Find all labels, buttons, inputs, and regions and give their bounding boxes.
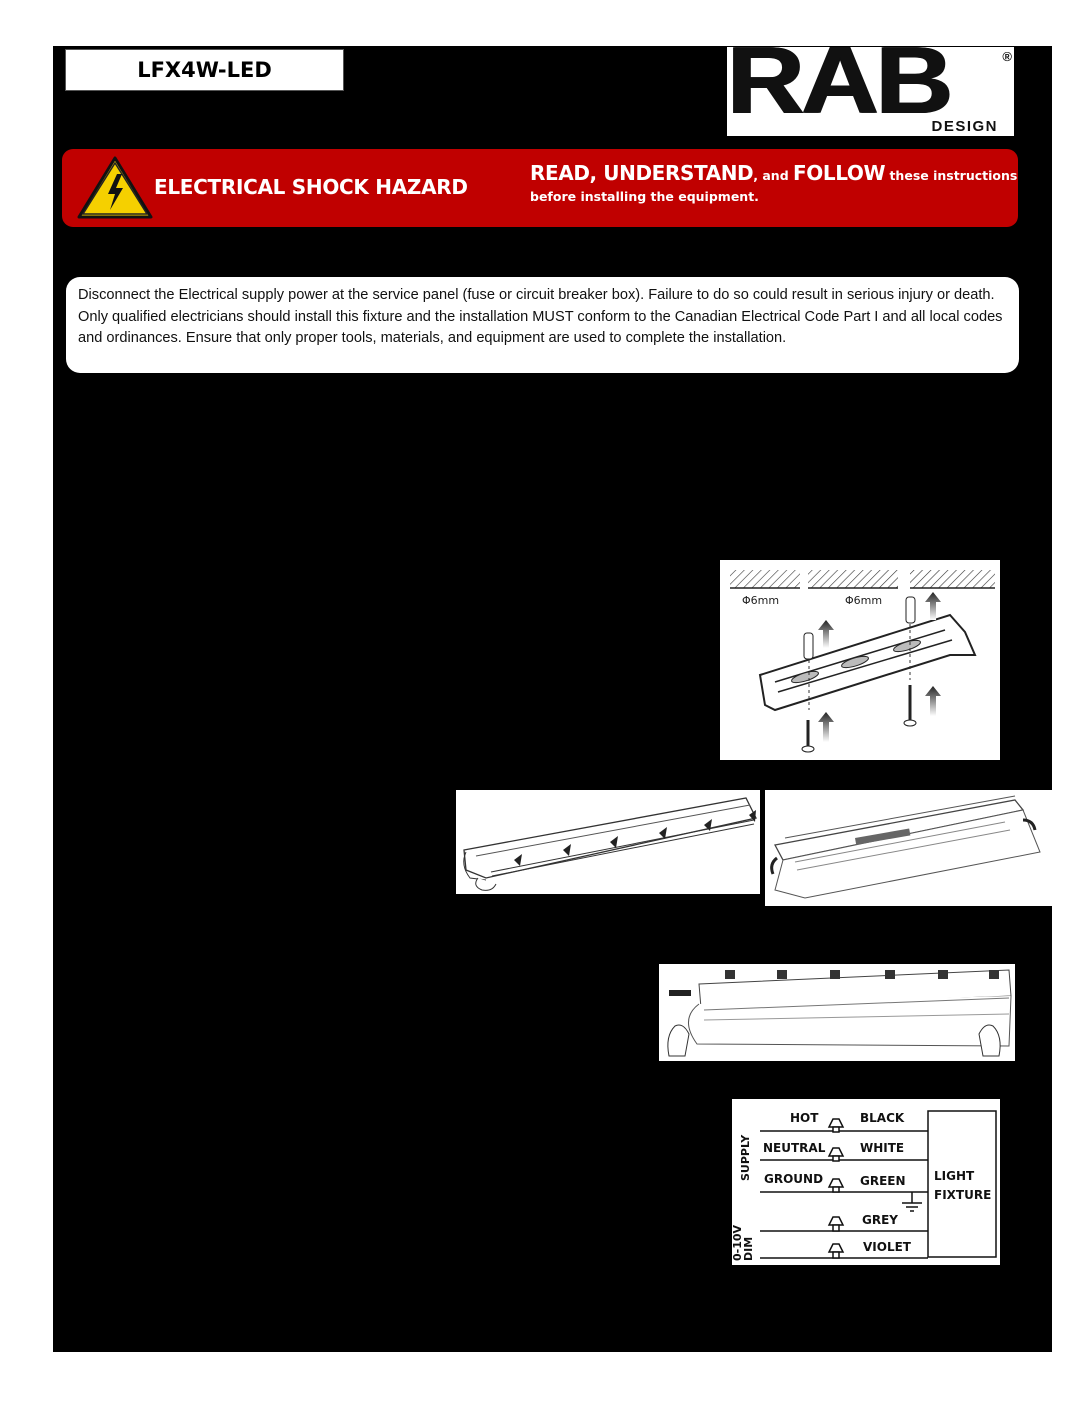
hand-icon-left	[668, 1025, 689, 1056]
dimension-left: Φ6mm	[742, 594, 780, 607]
push-arrow-icon	[669, 990, 691, 996]
hazard-title: ELECTRICAL SHOCK HAZARD	[154, 175, 468, 199]
up-arrow-icon	[818, 620, 834, 648]
ceiling-section	[910, 570, 995, 588]
bracket-drawing	[720, 560, 1000, 760]
supply-group-label: SUPPLY	[739, 1134, 752, 1181]
model-number-label: LFX4W-LED	[65, 49, 344, 91]
read-understand-text: READ, UNDERSTAND	[530, 161, 754, 185]
hazard-banner	[62, 149, 1018, 227]
wire-color-green: GREEN	[860, 1174, 906, 1188]
dim-group-label: 0-10V DIM	[731, 1224, 755, 1261]
ceiling-section	[808, 570, 898, 588]
ceiling-section	[730, 570, 800, 588]
and-text: , and	[753, 168, 793, 183]
registered-mark: ®	[1002, 49, 1012, 64]
wire-nut-icon	[829, 1179, 843, 1192]
wire-nut-icon	[829, 1119, 843, 1132]
rab-design-logo	[727, 27, 1014, 136]
clip-icon	[989, 970, 999, 979]
wire-color-grey: GREY	[862, 1213, 898, 1227]
wall-anchor	[804, 633, 813, 659]
up-arrow-icon	[818, 712, 834, 742]
supply-label-ground: GROUND	[764, 1172, 824, 1186]
open-fixture-illustration	[765, 790, 1052, 906]
dimension-right: Φ6mm	[845, 594, 883, 607]
lens-clips-illustration	[456, 790, 760, 894]
lens-closing-illustration	[659, 964, 1015, 1061]
wall-anchor	[906, 597, 915, 623]
lens-close-drawing	[659, 964, 1015, 1061]
supply-label-neutral: NEUTRAL	[763, 1141, 826, 1155]
wire-nut-icon	[829, 1148, 843, 1161]
ground-symbol-icon	[902, 1192, 922, 1211]
wire-nut-icon	[829, 1217, 843, 1231]
wire-color-black: BLACK	[860, 1111, 905, 1125]
these-instructions-text: these instructions	[885, 168, 1018, 183]
clip-icon	[777, 970, 787, 979]
up-arrow-icon	[925, 592, 941, 620]
up-arrow-icon	[925, 686, 941, 716]
logo-sub-text: DESIGN	[931, 118, 998, 135]
clip-icon	[725, 970, 735, 979]
clip-icon	[830, 970, 840, 979]
open-fixture-drawing	[765, 790, 1052, 906]
wire-color-white: WHITE	[860, 1141, 905, 1155]
follow-text: FOLLOW	[793, 161, 886, 185]
logo-brand-text: RAB	[727, 27, 950, 134]
hazard-instructions	[530, 161, 1017, 204]
rotate-arrow-icon	[772, 858, 777, 874]
fixture-clips-drawing	[456, 790, 760, 894]
fixture-label-fixture: FIXTURE	[934, 1188, 992, 1202]
safety-notice: Disconnect the Electrical supply power at the service panel (fuse or circuit breaker box). Failure to do so could result in serious injury or death. Only qualified electricians should install this fixture and the installation MUST conform to the Canadian Electrical Code Part I and all local codes and ordinances. Ensure that only proper tools, materials, and equipment are used to complete the installation.	[66, 277, 1019, 373]
before-installing-text: before installing the equipment.	[530, 189, 759, 204]
fixture-label-light: LIGHT	[934, 1169, 975, 1183]
wire-color-violet: VIOLET	[863, 1240, 911, 1254]
clip-icon	[938, 970, 948, 979]
clip-icon	[885, 970, 895, 979]
bracket-mounting-illustration	[720, 560, 1000, 760]
wiring-diagram	[732, 1099, 1000, 1265]
supply-label-hot: HOT	[790, 1111, 819, 1125]
electrical-hazard-warning-icon	[77, 156, 153, 219]
light-fixture-box	[928, 1111, 996, 1257]
wire-nut-icon	[829, 1244, 843, 1258]
